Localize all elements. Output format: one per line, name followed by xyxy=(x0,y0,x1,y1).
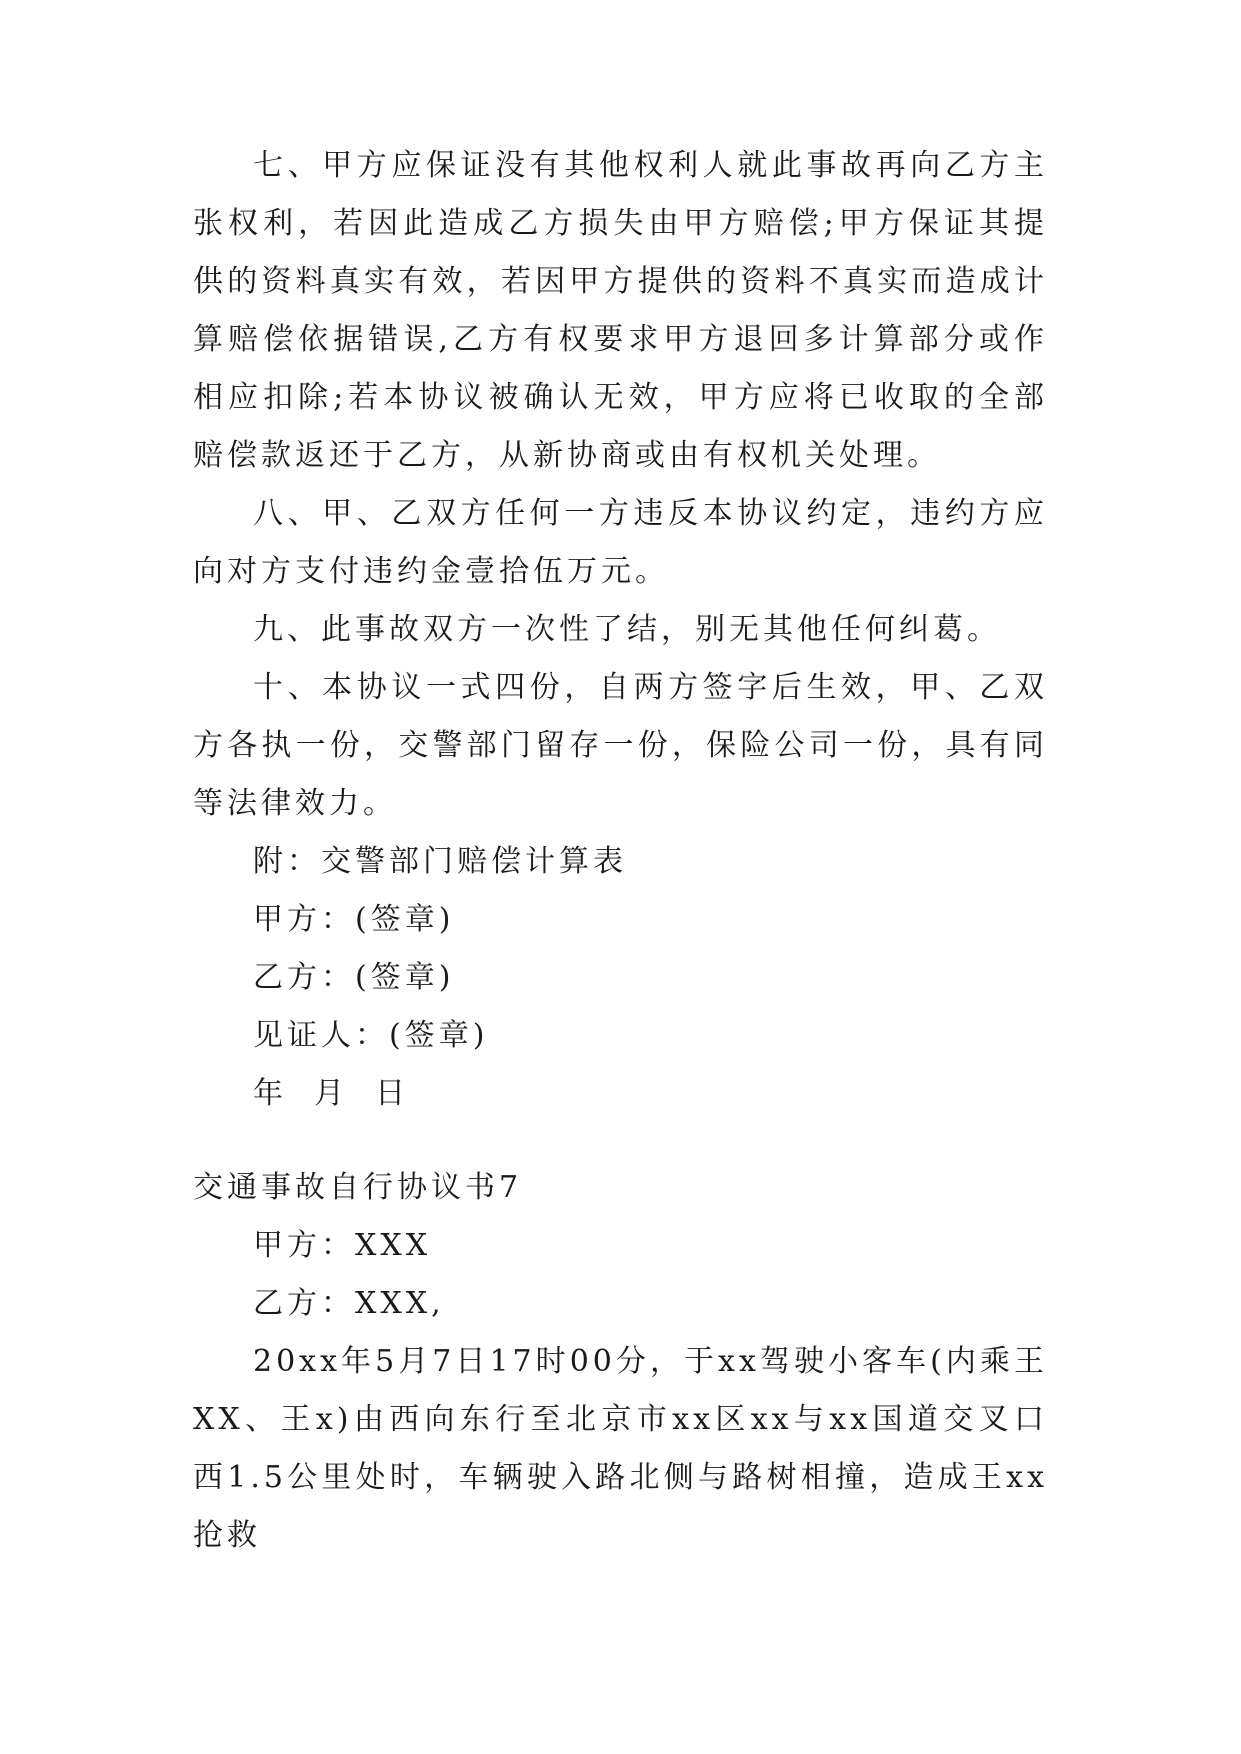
section-title: 交通事故自行协议书7 xyxy=(193,1170,523,1205)
party-b-signature: 乙方：(签章) xyxy=(253,960,455,995)
party-a-line: 甲方：XXX xyxy=(253,1228,432,1263)
date-line: 年 月 日 xyxy=(253,1076,410,1111)
accident-description: 20xx年5月7日17时00分，于xx驾驶小客车(内乘王XX、王x)由西向东行至北京市xx区xx与xx国道交叉口西1.5公里处时，车辆驶入路北侧与路树相撞，造成王xx抢救 xyxy=(193,1344,1048,1553)
attachment-line: 附：交警部门赔偿计算表 xyxy=(253,844,627,879)
witness-signature: 见证人：(签章) xyxy=(253,1018,489,1053)
party-a-signature: 甲方：(签章) xyxy=(253,902,455,937)
clause-seven: 七、甲方应保证没有其他权利人就此事故再向乙方主张权利，若因此造成乙方损失由甲方赔偿;甲方保证其提供的资料真实有效，若因甲方提供的资料不真实而造成计算赔偿依据错误,乙方有权要求甲方退回多计算部分或作相应扣除;若本协议被确认无效，甲方应将已收取的全部赔偿款返还于乙方，从新协商或由有权机关处理。 xyxy=(193,148,1048,473)
clause-nine: 九、此事故双方一次性了结，别无其他任何纠葛。 xyxy=(253,612,1001,647)
party-b-line: 乙方：XXX, xyxy=(253,1286,445,1321)
document-body xyxy=(193,137,1048,1565)
clause-eight: 八、甲、乙双方任何一方违反本协议约定，违约方应向对方支付违约金壹拾伍万元。 xyxy=(193,496,1048,589)
clause-ten: 十、本协议一式四份，自两方签字后生效，甲、乙双方各执一份，交警部门留存一份，保险公司一份，具有同等法律效力。 xyxy=(193,670,1048,821)
section-gap xyxy=(193,1123,1048,1159)
